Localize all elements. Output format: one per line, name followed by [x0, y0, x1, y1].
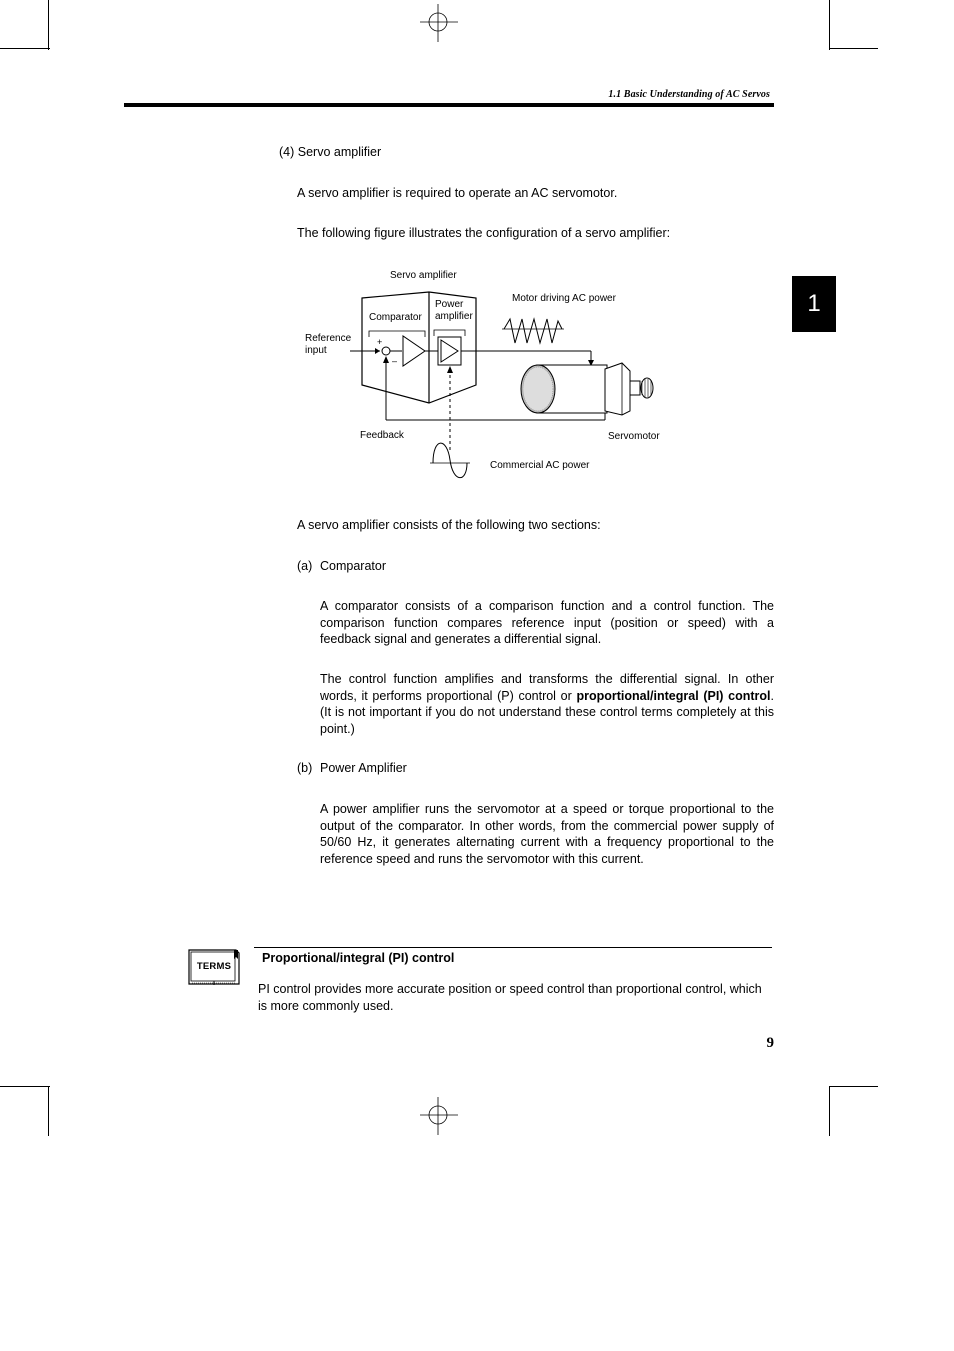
label-reference-input-1: Reference: [305, 333, 352, 344]
label-servomotor: Servomotor: [608, 431, 660, 442]
motor-drive-waveform-icon: [504, 319, 562, 343]
crop-mark: [48, 1086, 49, 1136]
page-number: 9: [766, 1035, 774, 1051]
label-commercial-ac-power: Commercial AC power: [490, 460, 590, 471]
label-minus: –: [392, 356, 398, 366]
summing-junction-icon: [382, 347, 390, 355]
crop-mark: [48, 0, 49, 50]
label-feedback: Feedback: [360, 430, 404, 441]
comparator-triangle-icon: [403, 336, 425, 366]
crop-mark: [0, 1086, 50, 1087]
label-comparator: Comparator: [369, 312, 422, 323]
label-power-amplifier-1: Power: [435, 299, 464, 310]
crop-mark: [829, 1086, 878, 1087]
servomotor-icon: [521, 363, 653, 415]
terms-title: Proportional/integral (PI) control: [262, 951, 455, 965]
label-motor-driving-ac-power: Motor driving AC power: [512, 293, 616, 304]
intro-paragraph: A servo amplifier is required to operate an AC servomotor.: [297, 186, 618, 200]
registration-mark-top: [420, 4, 460, 44]
terms-body: PI control provides more accurate position or speed control than proportional control, which is more commonly used.: [258, 982, 762, 1013]
subsection-b-title: Power Amplifier: [320, 761, 407, 775]
comparator-paragraph-2: [320, 671, 774, 737]
running-title: 1.1 Basic Understanding of AC Servos: [608, 89, 770, 100]
terms-rule: [254, 947, 772, 948]
crop-mark: [0, 48, 50, 49]
label-servo-amplifier: Servo amplifier: [390, 270, 457, 281]
subsection-a-title: Comparator: [320, 559, 386, 573]
intro-paragraph: The following figure illustrates the configuration of a servo amplifier:: [297, 226, 671, 240]
paragraph-text: The control function amplifies and transforms the differential signal. In other words, it performs proportional (P) control or: [320, 672, 774, 703]
header-rule: [124, 103, 774, 107]
pi-control-term: proportional/integral (PI) control: [576, 688, 771, 703]
label-reference-input-2: input: [305, 345, 327, 356]
terms-icon-label: TERMS: [196, 961, 232, 972]
paragraph-text: . (It is not important if you do not understand these control terms completely at this point.): [320, 688, 774, 736]
sections-intro: A servo amplifier consists of the following two sections:: [297, 518, 601, 532]
subsection-a-label: (a): [297, 559, 313, 573]
crop-mark: [829, 0, 830, 50]
subsection-b-label: (b): [297, 761, 313, 775]
power-amplifier-paragraph: A power amplifier runs the servomotor at a speed or torque proportional to the output of the comparator. In other words, from the commercial power supply of 50/60 Hz, it generates alternating current with a frequency proportional to the reference speed and runs the servomotor with this current.: [320, 802, 774, 866]
registration-mark-bottom: [420, 1097, 460, 1137]
crop-mark: [829, 48, 878, 49]
servo-amplifier-diagram: [300, 265, 680, 485]
chapter-tab: 1: [792, 276, 836, 332]
label-power-amplifier-2: amplifier: [435, 311, 473, 322]
label-plus: +: [377, 337, 383, 347]
comparator-paragraph-1: A comparator consists of a comparison function and a control function. The comparison function compares reference input (position or speed) with a feedback signal and generates a differential signal.: [320, 599, 774, 646]
crop-mark: [829, 1086, 830, 1136]
section-heading: (4) Servo amplifier: [279, 145, 382, 159]
